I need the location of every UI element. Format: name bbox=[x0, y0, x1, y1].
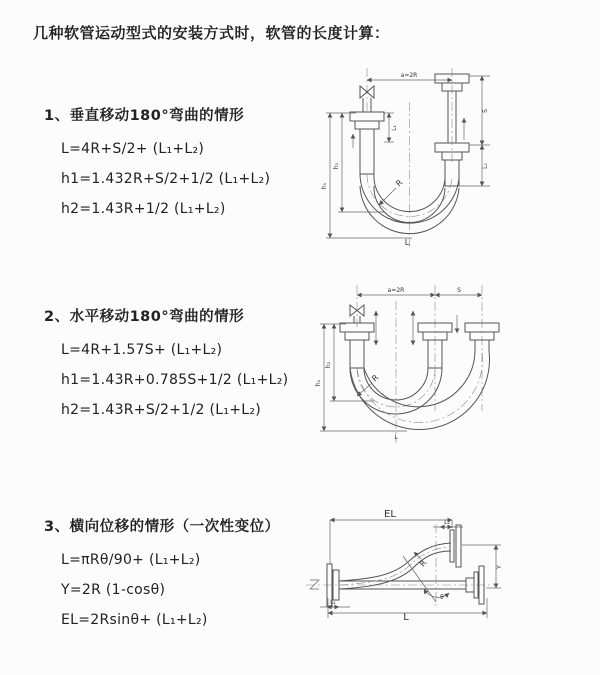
diagram-horizontal-180-bend bbox=[312, 283, 574, 451]
displaced-flange bbox=[450, 525, 461, 567]
s-dimension-label: S bbox=[482, 109, 489, 113]
r-label: R bbox=[394, 177, 405, 189]
displaced-hose-curve bbox=[339, 543, 451, 589]
l2-dimension-label: L₂ bbox=[444, 519, 450, 526]
diagram-vertical-180-bend bbox=[312, 66, 572, 254]
l-label: L bbox=[404, 238, 410, 247]
theta-label: θ bbox=[440, 594, 444, 601]
width-dimension-label: a=2R bbox=[387, 287, 405, 294]
h2-dimension-label: h₂ bbox=[333, 162, 340, 170]
page-title: 几种软管运动型式的安装方式时，软管的长度计算： bbox=[33, 24, 390, 42]
s-dimension-label: S bbox=[457, 287, 461, 294]
section-3-formula-Y: Y=2R (1-cosθ) bbox=[61, 582, 166, 598]
l-label: L bbox=[394, 434, 398, 441]
section-2-formula-L: L=4R+1.57S+ (L₁+L₂) bbox=[61, 342, 223, 358]
hose-u-bend bbox=[350, 351, 490, 429]
r-leader-line bbox=[357, 383, 372, 396]
l1-dimension-label: L₁ bbox=[391, 125, 398, 131]
el-dimension-label: EL bbox=[384, 509, 396, 520]
section-2 bbox=[44, 305, 288, 425]
y-dimension-label: Y bbox=[496, 565, 503, 569]
h2-dimension-label: h₂ bbox=[325, 361, 332, 369]
section-1-formula-h2: h2=1.43R+1/2 (L₁+L₂) bbox=[61, 201, 226, 217]
h1-dimension-label: h₁ bbox=[315, 379, 322, 387]
r-label: R bbox=[417, 558, 429, 569]
section-1-formula-h1: h1=1.432R+S/2+1/2 (L₁+L₂) bbox=[61, 171, 271, 187]
r-label: R bbox=[370, 372, 381, 384]
section-3-formula-EL: EL=2Rsinθ+ (L₁+L₂) bbox=[61, 612, 208, 628]
section-2-heading: 2、水平移动180°弯曲的情形 bbox=[44, 309, 245, 325]
l2-dimension-label: L₂ bbox=[482, 163, 489, 169]
r-leader-line bbox=[379, 188, 396, 205]
h1-dimension-label: h₁ bbox=[321, 182, 328, 190]
l-dimension-label: L bbox=[403, 612, 409, 623]
section-2-formula-h2: h2=1.43R+S/2+1/2 (L₁+L₂) bbox=[61, 402, 262, 418]
section-1-formula-L: L=4R+S/2+ (L₁+L₂) bbox=[61, 141, 205, 157]
section-2-formula-h1: h1=1.43R+0.785S+1/2 (L₁+L₂) bbox=[61, 372, 289, 388]
section-1 bbox=[44, 104, 270, 224]
width-dimension-label: a=2R bbox=[400, 72, 418, 79]
centerline-symbol bbox=[310, 580, 319, 589]
section-3-formula-L: L=πRθ/90+ (L₁+L₂) bbox=[61, 552, 201, 568]
section-3-heading: 3、横向位移的情形（一次性变位） bbox=[44, 519, 280, 535]
section-3 bbox=[44, 515, 280, 635]
l1-dimension-label: L₁ bbox=[330, 599, 336, 606]
diagram-lateral-displacement bbox=[300, 498, 585, 653]
section-1-heading: 1、垂直移动180°弯曲的情形 bbox=[44, 108, 245, 124]
